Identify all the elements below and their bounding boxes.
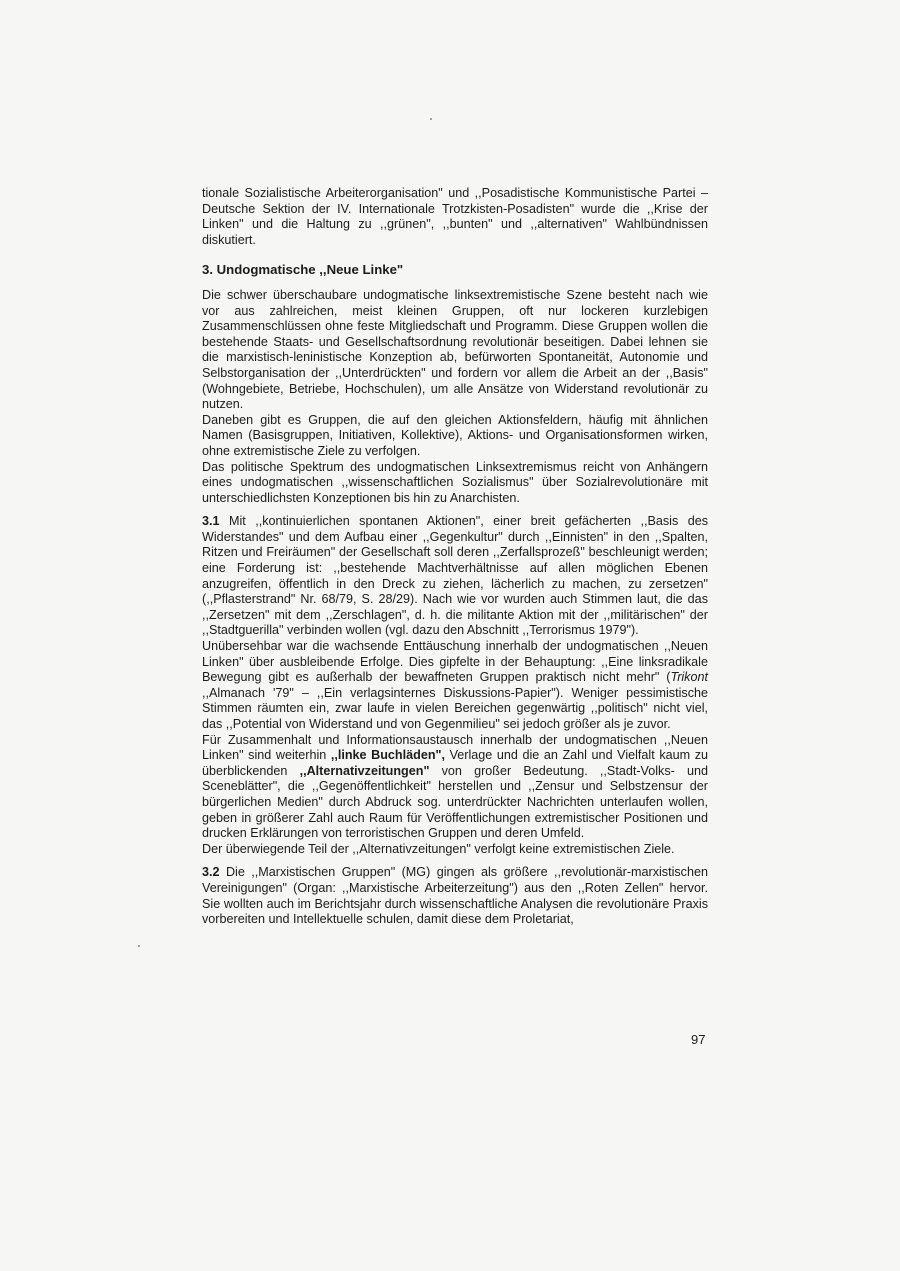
section-3-1-text-3b: Verlage und die an Zahl und Vielfalt kaum zu überblickenden: [202, 748, 708, 778]
section-3-paragraph-2: Daneben gibt es Gruppen, die auf den gleichen Aktionsfeldern, häufig mit ähnlichen Namen (Basisgruppen, Initiativen, Kollektive), Aktions- und Organisationsformen wirken, ohne extremistische Ziele zu verfolgen.: [202, 412, 708, 458]
section-3-heading: 3. Undogmatische ,,Neue Linke": [202, 262, 404, 278]
section-3-1-paragraph-2: [202, 639, 708, 733]
intro-paragraph: tionale Sozialistische Arbeiterorganisation" und ,,Posadistische Kommunistische Partei – Deutsche Sektion der IV. Internationale Trotzkisten-Posadisten" wurde die ,,Krise der Linken" und die Haltung zu ,,grünen", ,,bunten" und ,,alternativen" Wahlbündnissen diskutiert.: [202, 186, 708, 247]
section-3-1-paragraph-3: [202, 733, 708, 842]
scan-speck: [430, 118, 432, 120]
section-3-1-text-2b: ,,Almanach '79" – ,,Ein verlagsinternes Diskussions-Papier"). Weniger pessimistische Stimmen räumten ein, zwar laufe in vielen Bereichen gegenwärtig ,,politisch" nicht viel, das ,,Potential von Widerstand und von Gegenmilieu" sei jedoch größer als je zuvor.: [202, 685, 708, 731]
section-3-2-paragraph-1: [202, 865, 708, 927]
section-3-1-paragraph-1: [202, 514, 708, 639]
section-3-2-text-1: Die ,,Marxistischen Gruppen" (MG) gingen als größere ,,revolutionär-marxistischen Vereinigungen" (Organ: ,,Marxistische Arbeiterzeitung") aus den ,,Roten Zellen" hervor. Sie wollten auch im Berichtsjahr durch wissenschaftliche Analysen die revolutionäre Praxis vorbereiten und Intellektuelle schulen, damit diese dem Proletariat,: [202, 865, 708, 927]
page-body: [202, 186, 708, 928]
linke-buchlaeden-term: ,,linke Buchläden",: [330, 748, 445, 763]
page-number: 97: [691, 1032, 706, 1047]
section-3-paragraph-3: Das politische Spektrum des undogmatischen Linksextremismus reicht von Anhängern eines undogmatischen ,,wissenschaftlichen Sozialismus" über Sozialrevolutionäre mit unterschiedlichsten Konzeptionen bis hin zu Anarchisten.: [202, 459, 708, 505]
trikont-citation: Trikont: [670, 670, 708, 685]
section-3-1-text-2a: Unübersehbar war die wachsende Enttäuschung innerhalb der undogmatischen ,,Neuen Linken" über ausbleibende Erfolge. Dies gipfelte in der Behauptung: ,,Eine linksradikale Bewegung gibt es außerhalb der bewaffneten Gruppen praktisch nicht mehr" (: [202, 639, 708, 685]
section-3-1-paragraph-4: Der überwiegende Teil der ,,Alternativzeitungen" verfolgt keine extremistischen Ziele.: [202, 841, 675, 856]
section-3-1-number: 3.1: [202, 514, 220, 529]
section-3-2-number: 3.2: [202, 865, 220, 880]
section-3-paragraph-1: Die schwer überschaubare undogmatische linksextremistische Szene besteht nach wie vor aus zahlreichen, meist kleinen Gruppen, oft nur lockeren kurzlebigen Zusammenschlüssen ohne feste Mitgliedschaft und Programm. Diese Gruppen wollen die bestehende Staats- und Gesellschaftsordnung revolutionär beseitigen. Dabei lehnen sie die marxistisch-leninistische Konzeption ab, befürworten Spontaneität, Autonomie und Selbstorganisation der ,,Unterdrückten" und fordern vor allem die Arbeit an der ,,Basis" (Wohngebiete, Betriebe, Hochschulen), um alle Ansätze von Widerstand revolutionär zu nutzen.: [202, 287, 708, 412]
section-3-1-text-3a: Für Zusammenhalt und Informationsaustausch innerhalb der undogmatischen ,,Neuen Linken" sind weiterhin: [202, 732, 708, 763]
section-3-1-text-1: Mit ,,kontinuierlichen spontanen Aktionen", einer breit gefächerten ,,Basis des Widerstandes" und dem Aufbau einer ,,Gegenkultur" durch ,,Einnisten" in den ,,Spalten, Ritzen und Freiräumen" der Gesellschaft soll deren ,,Zerfallsprozeß" beschleunigt werden; eine Forderung ist: ,,bestehende Machtverhältnisse auf allen möglichen Ebenen anzugreifen, öffentlich in den Dreck zu ziehen, lächerlich zu machen, zu zersetzen" (,,Pflasterstrand" Nr. 68/79, S. 28/29). Nach wie vor wurden auch Stimmen laut, die das ,,Zersetzen" mit dem ,,Zerschlagen", d. h. die militante Aktion mit der ,,militärischen" der ,,Stadtguerilla" verbinden wollen (vgl. dazu den Abschnitt ,,Terrorismus 1979").: [202, 514, 709, 638]
section-3-1-text-3c: von großer Bedeutung. ,,Stadt-Volks- und Sceneblätter", die ,,Gegenöffentlichkeit" herstellen und ,,Zensur und Selbstzensur der bürgerlichen Medien" durch Abdruck sog. unterdrückter Nachrichten unterlaufen wollen, geben in größerer Zahl auch Raum für Veröffentlichungen extremistischer Positionen und drucken Erklärungen von terroristischen Gruppen und deren Umfeld.: [202, 763, 708, 841]
alternativzeitungen-term: ,,Alternativzeitungen": [299, 763, 430, 778]
scan-speck: [138, 945, 140, 947]
